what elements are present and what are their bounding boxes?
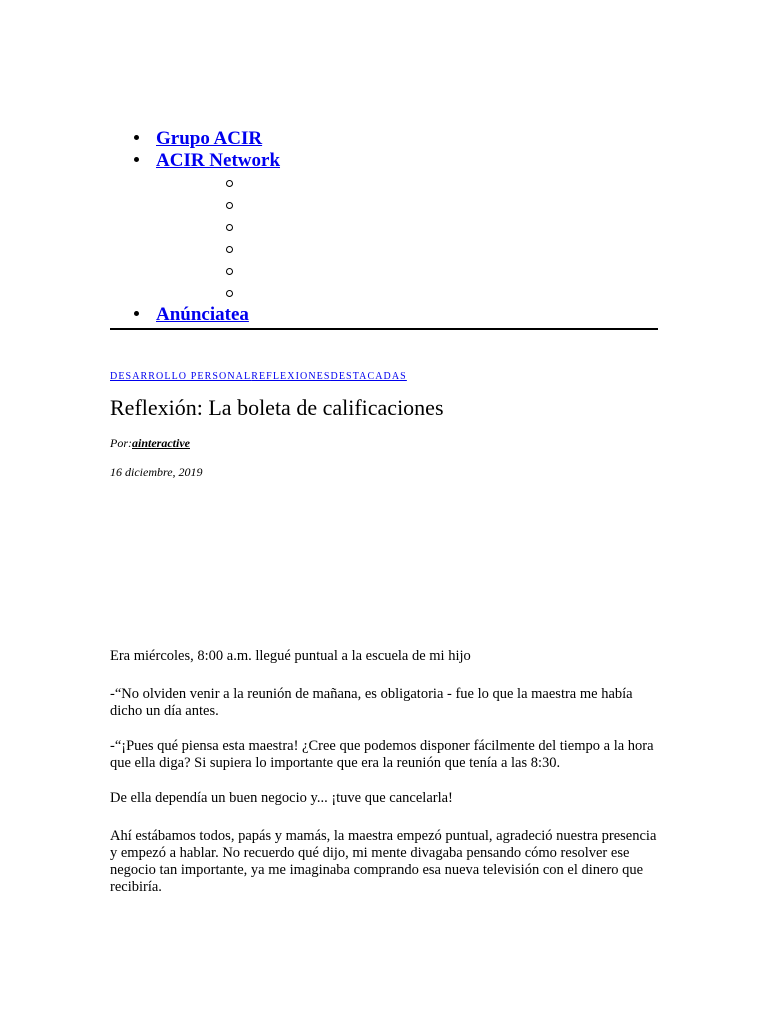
circle-bullet-icon [226, 180, 233, 187]
article-paragraph: Ahí estábamos todos, papás y mamás, la maestra empezó puntual, agradeció nuestra presencia y empezó a hablar. No recuerdo qué dijo, mi mente divagaba pensando cómo resolver ese negocio tan importante, ya me imaginaba comprando esa nueva televisión con el dinero que recibiría. [110, 828, 657, 895]
divider [110, 328, 658, 330]
article-paragraph: -“No olviden venir a la reunión de mañana, es obligatoria - fue lo que la maestra me había dicho un día antes. [110, 686, 633, 719]
category-link-reflexiones[interactable]: REFLEXIONES [251, 371, 331, 382]
nav-item-anunciatea [110, 304, 658, 328]
main-nav [110, 128, 658, 328]
article-categories [110, 371, 407, 383]
nav-item-acir-network [110, 150, 658, 304]
bullet-icon [134, 311, 139, 316]
article-paragraph: De ella dependía un buen negocio y... ¡tuve que cancelarla! [110, 790, 453, 806]
submenu-item[interactable] [156, 216, 658, 238]
article-author [110, 435, 190, 451]
article-title: Reflexión: La boleta de calificaciones [110, 395, 444, 420]
category-link-destacadas[interactable]: DESTACADAS [330, 371, 407, 382]
submenu-item[interactable] [156, 260, 658, 282]
bullet-icon [134, 135, 139, 140]
acir-network-submenu [156, 172, 658, 304]
author-link[interactable]: ainteractive [132, 436, 190, 450]
circle-bullet-icon [226, 224, 233, 231]
nav-link-anunciatea[interactable]: Anúnciatea [156, 304, 249, 325]
nav-link-acir-network[interactable]: ACIR Network [156, 150, 281, 171]
article-body [110, 648, 658, 917]
nav-list [110, 128, 658, 328]
author-prefix: Por: [110, 436, 132, 450]
nav-link-grupo-acir[interactable]: Grupo ACIR [156, 128, 263, 149]
submenu-item[interactable] [156, 194, 658, 216]
circle-bullet-icon [226, 268, 233, 275]
circle-bullet-icon [226, 202, 233, 209]
article-paragraph: -“¡Pues qué piensa esta maestra! ¿Cree que podemos disponer fácilmente del tiempo a la hora que ella diga? Si supiera lo importante que era la reunión que tenía a las 8:30. [110, 738, 654, 771]
bullet-icon [134, 157, 139, 162]
submenu-item[interactable] [156, 282, 658, 304]
circle-bullet-icon [226, 290, 233, 297]
nav-item-grupo-acir [110, 128, 658, 150]
article-date: 16 diciembre, 2019 [110, 465, 203, 479]
article-paragraph: Era miércoles, 8:00 a.m. llegué puntual a la escuela de mi hijo [110, 648, 471, 664]
category-link-desarrollo-personal[interactable]: DESARROLLO PERSONAL [110, 371, 252, 382]
circle-bullet-icon [226, 246, 233, 253]
submenu-item[interactable] [156, 172, 658, 194]
submenu-item[interactable] [156, 238, 658, 260]
